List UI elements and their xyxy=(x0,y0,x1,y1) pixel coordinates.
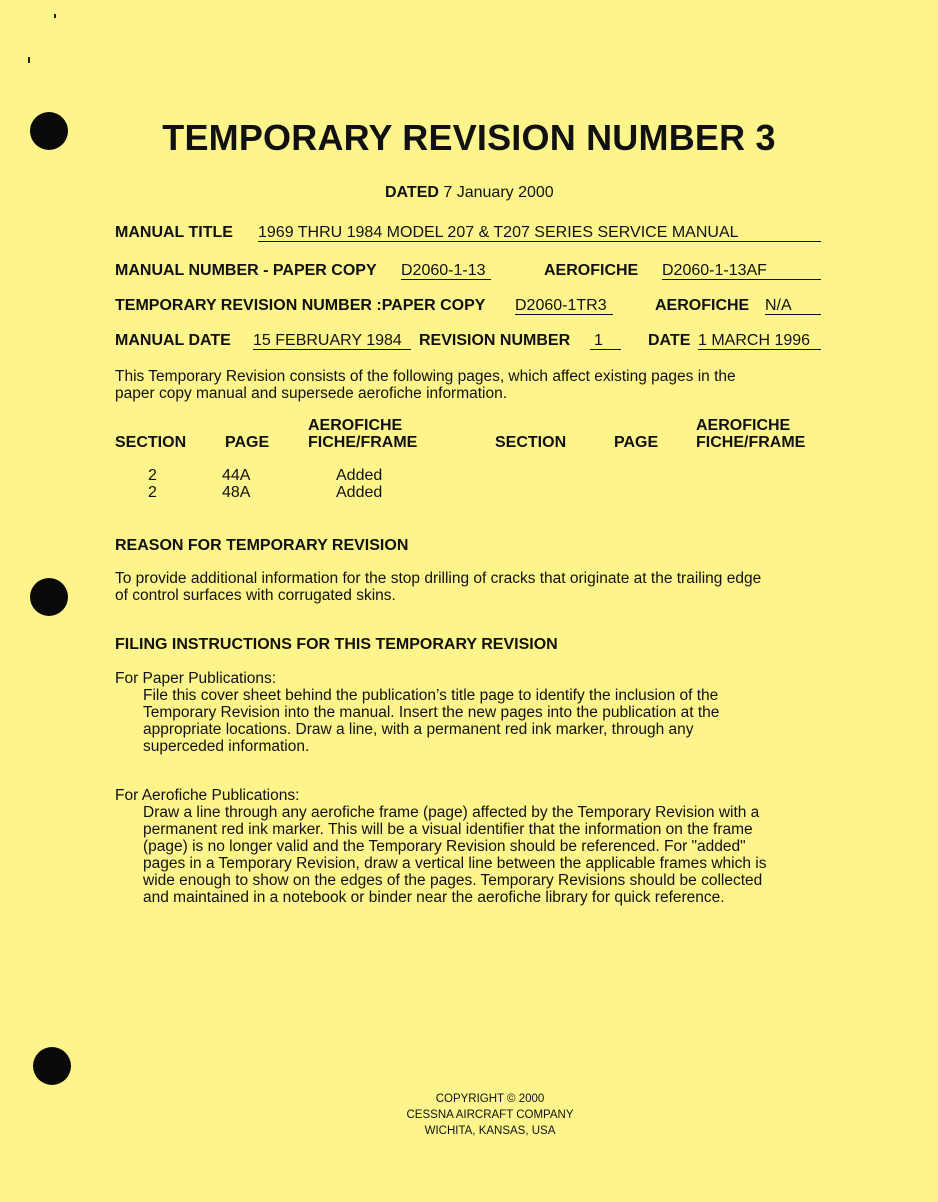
reason-text: To provide additional information for the stop drilling of cracks that originate at the trailing edge of control surfaces with corrugated skins. xyxy=(115,570,762,604)
col-header-aerofiche-1: AEROFICHE xyxy=(308,417,403,434)
footer-company: CESSNA AIRCRAFT COMPANY xyxy=(406,1109,574,1121)
revision-number-value-wrap xyxy=(590,332,621,350)
reason-heading: REASON FOR TEMPORARY REVISION xyxy=(115,537,409,554)
filing-paper-label: For Paper Publications: xyxy=(115,670,277,687)
tr-number-aerofiche-label: AEROFICHE xyxy=(655,297,750,314)
table-row-1-fiche: Added xyxy=(336,467,383,484)
col-header-section-1: SECTION xyxy=(115,434,187,451)
scan-speck xyxy=(28,57,30,63)
tr-number-label: TEMPORARY REVISION NUMBER :PAPER COPY xyxy=(115,297,486,314)
dated-label: DATED xyxy=(385,184,439,201)
filing-heading: FILING INSTRUCTIONS FOR THIS TEMPORARY REVISION xyxy=(115,636,558,653)
filing-aerofiche-label: For Aerofiche Publications: xyxy=(115,787,300,804)
binder-hole-middle xyxy=(30,578,68,616)
manual-date-value: 15 FEBRUARY 1984 xyxy=(253,332,411,350)
col-header-page-1: PAGE xyxy=(225,434,270,451)
col-header-fiche-frame-1: FICHE/FRAME xyxy=(308,434,418,451)
manual-title-label: MANUAL TITLE xyxy=(115,224,233,241)
table-row-1-section: 2 xyxy=(148,467,157,484)
filing-aerofiche-text: Draw a line through any aerofiche frame (page) affected by the Temporary Revision with a permanent red ink marker. This will be a visual identifier that the information on the frame (page) is no longer valid and the Temporary Revision should be referenced. For "added" pages in a Temporary Revision, draw a vertical line between the applicable frames which is wide enough to show on the edges of the pages. Temporary Revisions should be collected and maintained in a notebook or binder near the aerofiche library for quick reference. xyxy=(143,804,767,906)
dated-value: 7 January 2000 xyxy=(443,184,554,201)
manual-title-value: 1969 THRU 1984 MODEL 207 & T207 SERIES SERVICE MANUAL xyxy=(258,224,821,242)
manual-number-aerofiche-value: D2060-1-13AF xyxy=(662,262,821,280)
date-label: DATE xyxy=(648,332,691,349)
manual-number-value-wrap xyxy=(401,262,491,280)
tr-number-value: D2060-1TR3 xyxy=(515,297,613,315)
manual-number-aerofiche-value-wrap xyxy=(662,262,821,280)
manual-date-label: MANUAL DATE xyxy=(115,332,231,349)
table-row-2-fiche: Added xyxy=(336,484,383,501)
manual-title-value-wrap xyxy=(258,224,821,242)
revision-number-value: 1 xyxy=(590,332,621,350)
col-header-aerofiche-2: AEROFICHE xyxy=(696,417,791,434)
col-header-page-2: PAGE xyxy=(614,434,659,451)
tr-number-value-wrap xyxy=(515,297,613,315)
date-value-wrap xyxy=(698,332,821,350)
col-header-section-2: SECTION xyxy=(495,434,567,451)
filing-paper-text: File this cover sheet behind the publication’s title page to identify the inclusion of the Temporary Revision into the manual. Insert the new pages into the publication at the appropriate locations. Draw a line, with a permanent red ink marker, through any superceded information. xyxy=(143,687,720,755)
scan-speck xyxy=(54,14,56,18)
dated-line xyxy=(385,184,554,202)
manual-number-label: MANUAL NUMBER - PAPER COPY xyxy=(115,262,377,279)
footer-copyright: COPYRIGHT © 2000 xyxy=(435,1093,545,1105)
footer-location: WICHITA, KANSAS, USA xyxy=(424,1125,556,1137)
tr-number-aerofiche-value-wrap xyxy=(765,297,821,315)
manual-date-value-wrap xyxy=(253,332,411,350)
col-header-fiche-frame-2: FICHE/FRAME xyxy=(696,434,806,451)
manual-title-line xyxy=(115,224,233,242)
table-row-2-page: 48A xyxy=(222,484,251,501)
table-row-1-page: 44A xyxy=(222,467,251,484)
footer xyxy=(300,1091,680,1139)
revision-number-label: REVISION NUMBER xyxy=(419,332,571,349)
page-title: TEMPORARY REVISION NUMBER 3 xyxy=(162,117,776,158)
date-value: 1 MARCH 1996 xyxy=(698,332,821,350)
manual-number-aerofiche-label: AEROFICHE xyxy=(544,262,639,279)
tr-number-aerofiche-value: N/A xyxy=(765,297,821,315)
binder-hole-bottom xyxy=(33,1047,71,1085)
intro-paragraph: This Temporary Revision consists of the following pages, which affect existing pages in the paper copy manual and supersede aerofiche information. xyxy=(115,368,736,402)
manual-number-value: D2060-1-13 xyxy=(401,262,491,280)
table-row-2-section: 2 xyxy=(148,484,157,501)
